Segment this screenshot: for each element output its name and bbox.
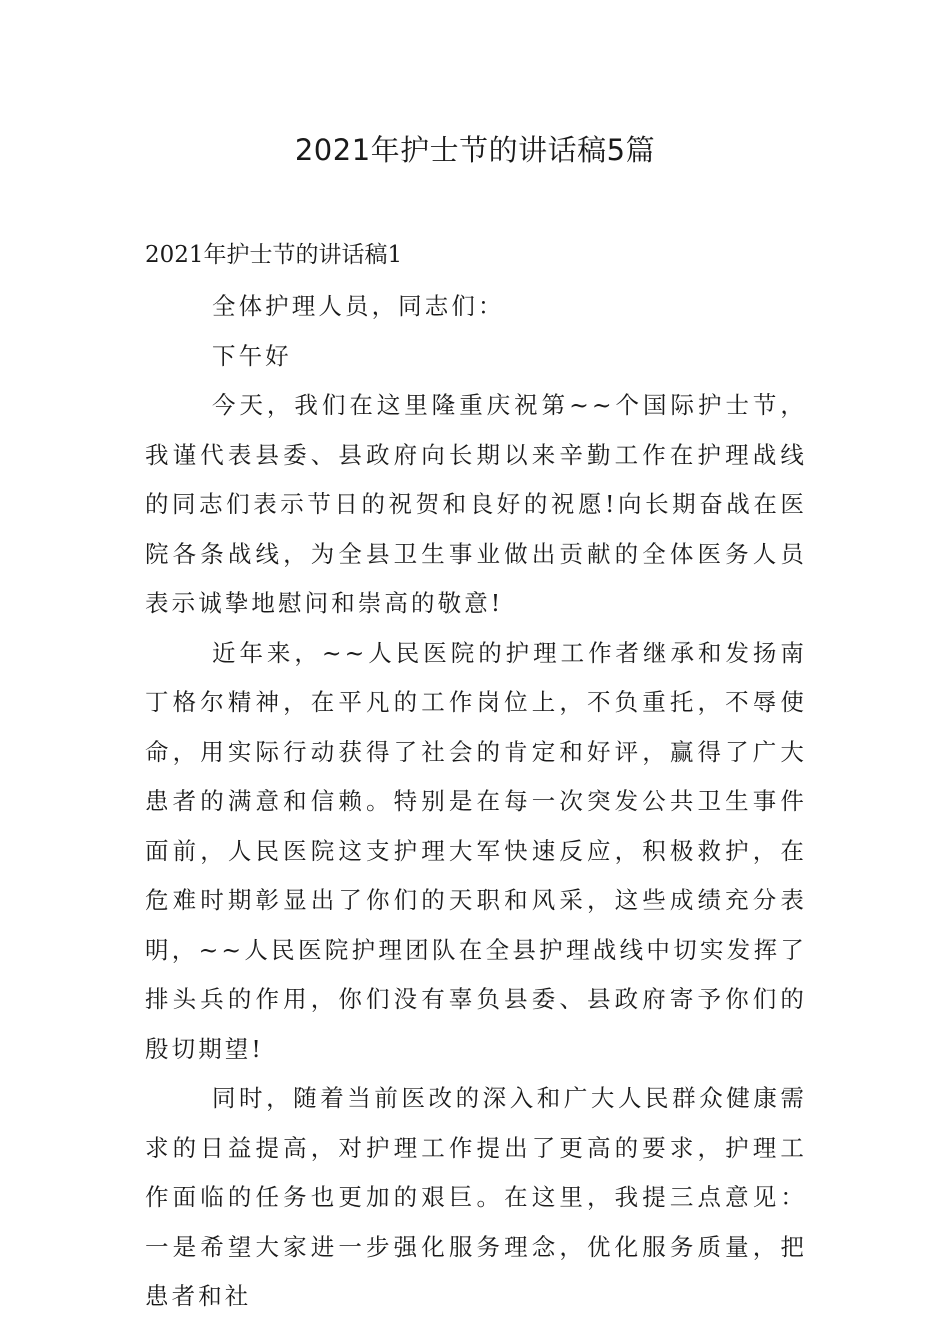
body-paragraph: 近年来，~~人民医院的护理工作者继承和发扬南丁格尔精神，在平凡的工作岗位上，不负重托，不辱使命，用实际行动获得了社会的肯定和好评，赢得了广大患者的满意和信赖。特别是在每一次突发公共卫生事件面前，人民医院这支护理大军快速反应，积极救护，在危难时期彰显出了你们的天职和风采，这些成绩充分表明，~~人民医院护理团队在全县护理战线中切实发挥了排头兵的作用，你们没有辜负县委、县政府寄予你们的殷切期望! (145, 638, 807, 1063)
body-paragraph: 同时，随着当前医改的深入和广大人民群众健康需求的日益提高，对护理工作提出了更高的要求，护理工作面临的任务也更加的艰巨。在这里，我提三点意见：一是希望大家进一步强化服务理念，优化服务质量，把患者和社 (145, 1084, 807, 1310)
document-body (145, 282, 807, 1322)
salutation-paragraph: 全体护理人员，同志们： (211, 292, 505, 320)
greeting-paragraph: 下午好 (211, 341, 292, 370)
section-heading: 2021年护士节的讲话稿1 (145, 242, 403, 268)
document-title: 2021年护士节的讲话稿5篇 (294, 133, 656, 167)
body-paragraph: 今天，我们在这里隆重庆祝第~~个国际护士节，我谨代表县委、县政府向长期以来辛勤工作在护理战线的同志们表示节日的祝贺和良好的祝愿!向长期奋战在医院各条战线，为全县卫生事业做出贡献的全体医务人员表示诚挚地慰问和崇高的敬意! (145, 391, 807, 617)
